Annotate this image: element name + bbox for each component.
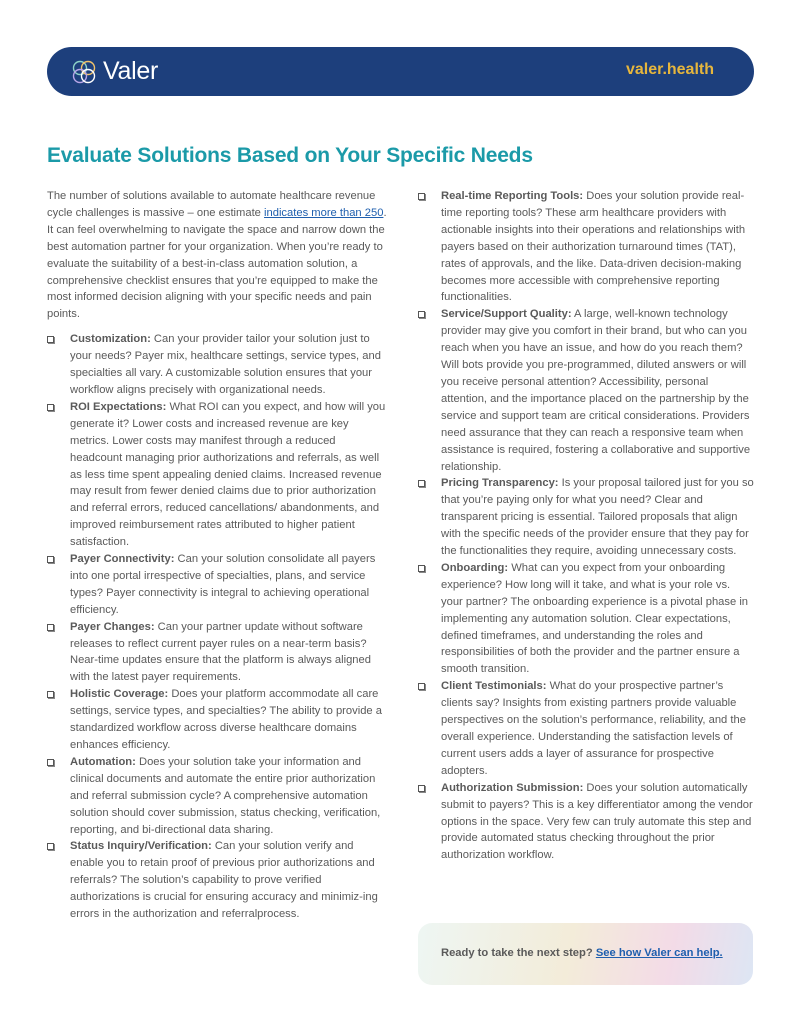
checkbox-icon [418,193,425,200]
item-text: Does your solution automatically submit to payers? This is a key differentiator among the vendor options in the space. Very few can truly automate this step and provide automated status checking throughout the prior authorization workflow. [441,781,753,862]
checklist-item [47,551,387,619]
cta-link[interactable]: See how Valer can help. [595,947,723,959]
item-term: Payer Connectivity: [70,553,175,566]
checkbox-icon [47,624,54,631]
header-bar [47,47,754,96]
intro-paragraph [47,188,387,323]
item-term: Client Testimonials: [441,680,547,693]
checklist-item [418,306,754,475]
page-title: Evaluate Solutions Based on Your Specific Needs [47,144,533,167]
checklist-item [47,399,387,551]
checklist-item [418,188,754,306]
estimate-link[interactable]: indicates more than 250 [264,206,384,219]
item-term: Customization: [70,333,151,346]
item-text: Does your solution provide real-time reporting tools? These arm healthcare providers with actionable insights into their operations and relationships with payers based on their authorization turnaround times (TAT), rates of approvals, and the like. Data-driven decision-making becomes more accessible with comprehensive reporting functionalities. [441,190,746,304]
right-column [418,188,754,864]
item-term: Authorization Submission: [441,781,584,794]
interlocking-circles-logo-icon [69,57,99,87]
item-text: What ROI can you expect, and how will you generate it? Lower costs and increased revenue are key metrics. Lower costs may manifest through a reduced headcount managing prior authorizations and referrals, as well as less time spent appealing denied claims. Increased revenue may result from fewer denied claims due to prior authorization and referral errors, reduced cancellations/ abandonments, and improved reimbursement rates attributed to higher patient satisfaction. [70,400,386,549]
item-text: Is your proposal tailored just for you so that you’re paying only for what you need? Clear and transparent pricing is essential. Tailored proposals that align with the specific needs of the provider ensure that they pay for the functionalities they require, avoiding unnecessary costs. [441,477,754,558]
item-text: Can your provider tailor your solution just to your needs? Payer mix, healthcare settings, service types, and specialties all vary. A customizable solution ensures that your workflow aligns precisely with organizational needs. [70,333,381,396]
item-text: Can your solution consolidate all payers into one portal irrespective of specialties, plans, and service types? Payer connectivity is integral to achieving operational efficiency. [70,553,376,616]
item-text: Can your solution verify and enable you to retain proof of previous prior authorizations and referrals? The solution’s capability to prove verified authorizations is crucial for ensuring accuracy and minimiz-ing errors in the authorization and referralprocess. [70,840,378,921]
item-text: Does your solution take your information and clinical documents and automate the entire prior authorization and referral submission cycle? A comprehensive automation solution should cover submission, status checking, verification, reporting, and bi-directional data sharing. [70,755,381,836]
brand-name: Valer [103,57,159,85]
checkbox-icon [418,565,425,572]
checklist-item [418,475,754,560]
checklist-item [47,838,387,923]
item-text: Does your platform accommodate all care settings, service types, and specialties? The ability to provide a standardized workflow across diverse healthcare domains enhances efficiency. [70,688,382,751]
checkbox-icon [47,691,54,698]
brand-logo[interactable] [69,56,158,87]
checkbox-icon [418,311,425,318]
item-term: Onboarding: [441,561,509,574]
checklist-item [418,560,754,678]
left-column [47,188,387,923]
checkbox-icon [47,404,54,411]
checklist-item [47,686,387,754]
item-text: What do your prospective partner’s clients say? Insights from existing partners provide valuable perspectives on the solution’s performance, reliability, and the overall experience. Understanding the satisfaction levels of current users adds a layer of assurance for prospective adopters. [441,680,746,777]
checkbox-icon [418,785,425,792]
item-term: Payer Changes: [70,620,155,633]
item-term: Service/Support Quality: [441,308,572,321]
item-text: Can your partner update without software releases to reflect current payer rules on a near-term basis? Near-time updates ensure that the platform is always aligned with the latest payer requirements. [70,620,371,684]
checklist-left [47,331,387,923]
item-term: Pricing Transparency: [441,477,559,490]
checkbox-icon [418,683,425,690]
checkbox-icon [418,480,425,487]
item-text: What can you expect from your onboarding experience? How long will it take, and what is your role vs. your partner? The onboarding experience is a pivotal phase in implementing any automation solution. Clear expectations, defined timeframes, and understanding the roles and responsibilities of both the provider and the partner ensure a smooth transition. [441,561,749,676]
item-term: ROI Expectations: [70,400,167,413]
site-link[interactable]: valer.health [625,61,714,78]
cta-banner [418,923,753,985]
cta-prompt: Ready to take the next step? [441,947,596,959]
checklist-item [47,331,387,399]
checkbox-icon [47,759,54,766]
item-term: Holistic Coverage: [70,688,169,701]
cta-text [441,947,723,959]
item-text: A large, well-known technology provider may give you comfort in their brand, but who can you reach when you have an issue, and how do you reach them? Will bots provide you pre-programmed, diluted answers or will you receive personal attention? Accessibility, personal attention, and the importance placed on the partnership by the service and support team are critical considerations. Providers need assurance that they can reach a responsive team when assistance is required, fostering a collaborative and supportive relationship. [441,308,751,473]
item-term: Status Inquiry/Verification: [70,840,212,853]
intro-text-start: The number of solutions available to automate healthcare revenue cycle challenges is massive – one estimate [47,190,376,219]
checklist-item [47,619,387,687]
item-term: Automation: [70,755,136,768]
checklist-item [418,678,754,779]
checkbox-icon [47,843,54,850]
checklist-right [418,188,754,864]
intro-text-end: . It can feel overwhelming to navigate the space and narrow down the best automation partner for your organization. When you’re ready to evaluate the suitability of a best-in-class automation solution, a comprehensive checklist ensures that you’re equipped to make the most informed decision aligning with your specific needs and pain points. [47,206,387,321]
checkbox-icon [47,556,54,563]
item-term: Real-time Reporting Tools: [441,190,584,202]
checkbox-icon [47,336,54,343]
checklist-item [47,754,387,839]
checklist-item [418,780,754,865]
